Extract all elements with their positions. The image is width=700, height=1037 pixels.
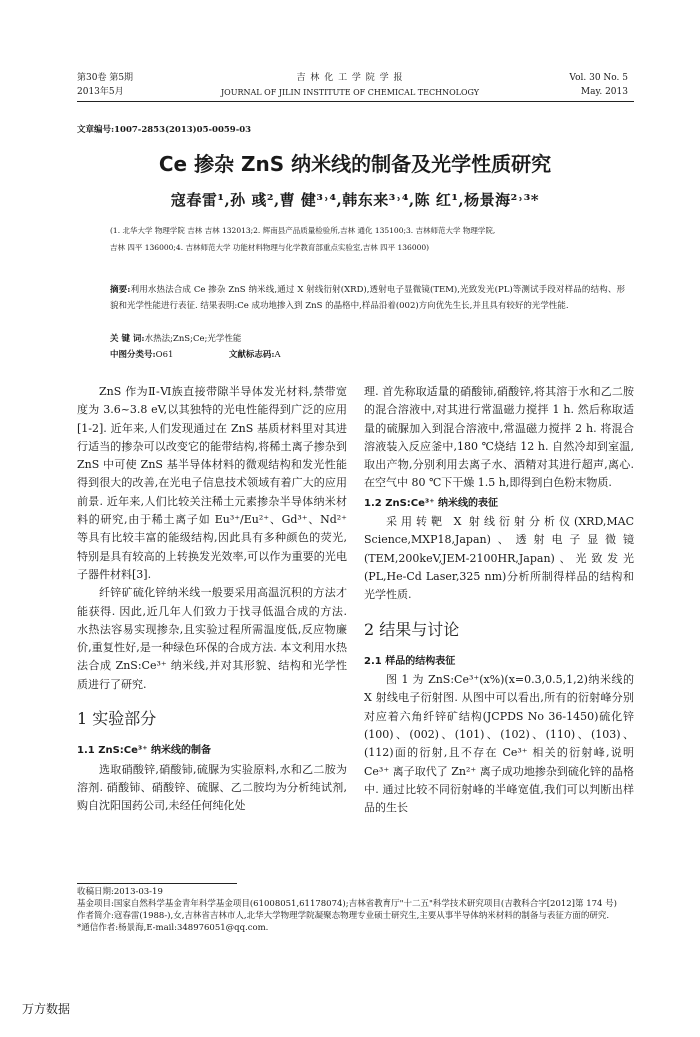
footnote-rule xyxy=(77,883,237,884)
keywords-text: 水热法;ZnS;Ce;光学性能 xyxy=(144,334,242,344)
affiliation-line: 吉林 四平 136000;4. 吉林师范大学 功能材料物理与化学教育部重点实验室,吉林 四平 136000) xyxy=(110,243,430,252)
body-left-column xyxy=(77,383,347,816)
subsection-heading: 1.2 ZnS:Ce³⁺ 纳米线的表征 xyxy=(364,497,499,509)
watermark: 万方数据 xyxy=(22,1002,71,1016)
doc-code: A xyxy=(274,350,281,360)
paragraph: 采用转靶 X 射线衍射分析仪(XRD,MAC Science,MXP18,Japan)、透射电子显微镜(TEM,200keV,JEM-2100HR,Japan)、光致发光(PL,He-Cd Laser,325 nm)分析所制得样品的结构和光学性质. xyxy=(364,515,634,602)
section-heading: 1 实验部分 xyxy=(77,709,157,729)
keywords-label: 关 键 词: xyxy=(110,334,145,344)
author-bio: 作者简介:寇春雷(1988-),女,吉林省吉林市人,北华大学物理学院凝聚态物理专业硕士研究生,主要从事半导体纳米材料的制备与表征方面的研究. xyxy=(77,911,610,921)
subsection-heading: 1.1 ZnS:Ce³⁺ 纳米线的制备 xyxy=(77,745,212,757)
abstract-text: 利用水热法合成 Ce 掺杂 ZnS 纳米线,通过 X 射线衍射(XRD),透射电子显微镜(TEM),光致发光(PL)等测试手段对样品的结构、形貌和光学性能进行表征. 结果表明:Ce 成功地掺入到 ZnS 的晶格中,样品沿着(002)方向优先生长,并且具有较好的光学性能. xyxy=(110,285,625,311)
corresponding-author: *通信作者:杨景海,E-mail:348976051@qq.com. xyxy=(77,923,269,933)
paragraph: ZnS 作为Ⅱ-Ⅵ族直接带隙半导体发光材料,禁带宽度为 3.6~3.8 eV,以其独特的光电性能得到广泛的应用[1-2]. 近年来,人们发现通过在 ZnS 基质材料里对其进行适当的掺杂可以改变它的能带结构,将稀土离子掺杂到 ZnS 中可使 ZnS 基半导体材料的微观结构和发光性能得到很大的改善,在光电子信息技术领域有着广大的应用前景. 近年来,人们比较关注稀土元素掺杂半导体纳米材料的研究,由于稀土离子如 Eu³⁺/Eu²⁺、Gd³⁺、Nd²⁺ 等具有比较丰富的能级结构,因此具有多种颜色的荧光,特别是具有较高的上转换发光效率,可以作为重要的光电子器件材料[3]. xyxy=(77,385,347,581)
clc-label: 中图分类号: xyxy=(110,350,156,360)
paragraph: 纤锌矿硫化锌纳米线一般要采用高温沉积的方法才能获得. 因此,近几年人们致力于找寻低温合成的方法. 水热法容易实现掺杂,且实验过程所需温度低,反应物廉价,重复性好,是一种绿色环保的合成方法. 本文利用水热法合成 ZnS:Ce³⁺ 纳米线,并对其形貌、结构和光学性质进行了研究. xyxy=(77,586,347,691)
received-date: 收稿日期:2013-03-19 xyxy=(77,887,163,897)
article-number: 文章编号:1007-2853(2013)05-0059-03 xyxy=(77,125,252,135)
keywords xyxy=(110,332,241,344)
affiliation-line: (1. 北华大学 物理学院 吉林 吉林 132013;2. 辉南县产品质量检验所,吉林 通化 135100;3. 吉林师范大学 物理学院, xyxy=(110,226,496,235)
paragraph: 理. 首先称取适量的硝酸铈,硝酸锌,将其溶于水和乙二胺的混合溶液中,对其进行常温磁力搅拌 1 h. 然后称取适量的硫脲加入到混合溶液中,常温磁力搅拌 2 h. 将混合溶液装入反应釜中,180 ℃烧结 12 h. 自然冷却到室温,取出产物,分别利用去离子水、酒精对其进行超声,离心. 在空气中 80 ℃下干燥 1.5 h,即得到白色粉末物质. xyxy=(364,385,634,490)
paragraph: 图 1 为 ZnS:Ce³⁺(x%)(x=0.3,0.5,1,2)纳米线的 X 射线电子衍射图. 从图中可以看出,所有的衍射峰分别对应着六角纤锌矿结构(JCPDS No 36-1450)硫化锌(100)、(002)、(101)、(102)、(110)、(103)、(112)面的衍射,且不存在 Ce³⁺ 相关的衍射峰,说明 Ce³⁺ 离子取代了 Zn²⁺ 离子成功地掺杂到硫化锌的晶格中. 通过比较不同衍射峰的半峰宽值,我们可以判断出样品的生长 xyxy=(364,673,634,815)
date-en: May. 2013 xyxy=(580,87,628,97)
clc-code: O61 xyxy=(155,350,174,360)
abstract-label: 摘要: xyxy=(110,285,131,295)
classification xyxy=(110,348,281,360)
subsection-heading: 2.1 样品的结构表征 xyxy=(364,655,456,667)
date-cn: 2013年5月 xyxy=(77,87,124,97)
paragraph: 选取硝酸锌,硝酸铈,硫脲为实验原料,水和乙二胺为溶剂. 硝酸铈、硝酸锌、硫脲、乙二胺均为分析纯试剂,购自沈阳国药公司,未经任何纯化处 xyxy=(77,762,347,813)
volume-issue-cn: 第30卷 第5期 xyxy=(77,73,134,83)
abstract xyxy=(110,282,625,314)
paper-title: Ce 掺杂 ZnS 纳米线的制备及光学性质研究 xyxy=(158,152,552,176)
body-right-column xyxy=(364,383,634,818)
author-list: 寇春雷¹,孙 彧²,曹 健³˒⁴,韩东来³˒⁴,陈 红¹,杨景海²˒³* xyxy=(170,191,540,209)
doc-code-label: 文献标志码: xyxy=(228,350,275,360)
volume-issue-en: Vol. 30 No. 5 xyxy=(569,73,628,83)
section-heading: 2 结果与讨论 xyxy=(364,619,460,639)
header-rule xyxy=(77,101,634,102)
fund-info: 基金项目:国家自然科学基金青年科学基金项目(61008051,61178074);吉林省教育厅"十二五"科学技术研究项目(吉教科合字[2012]第 174 号) xyxy=(77,899,617,909)
journal-name-cn: 吉 林 化 工 学 院 学 报 xyxy=(296,73,404,83)
journal-name-en: JOURNAL OF JILIN INSTITUTE OF CHEMICAL TECHNOLOGY xyxy=(220,88,480,97)
footnotes xyxy=(77,886,637,934)
affiliations xyxy=(110,222,620,256)
